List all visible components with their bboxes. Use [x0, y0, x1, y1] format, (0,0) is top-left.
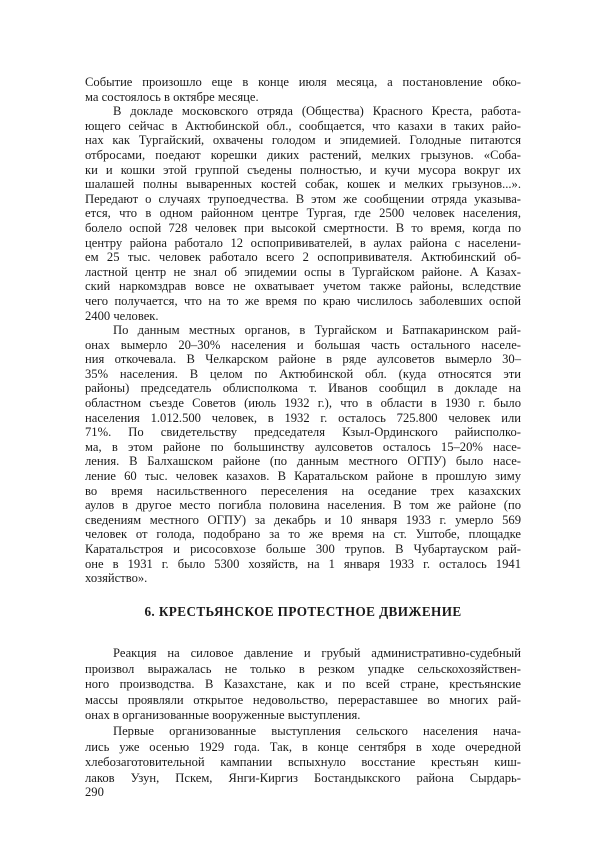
- text-line: ки и кошки этой группой съедены полностью, и кучи мусора вокруг их: [85, 162, 521, 177]
- text-line: 2400 человек.: [85, 308, 159, 323]
- text-line: областном съезде Советов (июль 1932 г.), что в области в 1930 г. было: [85, 396, 521, 411]
- text-line: онах вымерло 20–30% населения и большая часть остального населе-: [85, 337, 521, 352]
- section-heading: 6. КРЕСТЬЯНСКОЕ ПРОТЕСТНОЕ ДВИЖЕНИЕ: [144, 604, 462, 619]
- text-line: ский наркомздрав вовсе не охватывает учетом также районы, вследствие: [85, 279, 521, 294]
- paragraph: [85, 104, 521, 323]
- text-line: лись уже осенью 1929 года. Так, в конце сентября в ходе очередной: [85, 739, 521, 754]
- text-line: сведениям местного ОГПУ) за декабрь и 10 января 1933 г. умерло 569: [85, 512, 521, 527]
- text-line: Событие произошло еще в конце июля месяца, а постановление обко-: [85, 75, 521, 89]
- paragraph: [85, 724, 521, 786]
- text-line: Передают о случаях трупоедчества. В этом же сообщении отряда указыва-: [85, 191, 521, 206]
- paragraph: [85, 75, 521, 104]
- text-line: шалашей полны вываренных костей собак, кошек и мелких грызунов...».: [85, 177, 521, 192]
- text-line: ния откочевала. В Челкарском районе в ряде аулсоветов вымерло 30–: [85, 352, 521, 367]
- text-line: чего получается, что на то же время по краю числилось заболевших оспой: [85, 293, 521, 308]
- text-line: районы) председатель облисполкома т. Иванов сообщил в докладе на: [85, 381, 521, 396]
- text-line: По данным местных органов, в Тургайском и Батпакаринском рай-: [113, 323, 521, 338]
- text-line: ется, что в одном районном центре Тургая, где 2500 человек населения,: [85, 206, 521, 221]
- text-line: ластной центр не знал об эпидемии оспы в Тургайском районе. А Казах-: [85, 264, 521, 279]
- text-line: человек от голода, подобрано за то же время на ст. Уштобе, площадке: [85, 527, 521, 542]
- page-number: 290: [85, 785, 104, 799]
- text-line: хозяйство».: [85, 571, 148, 586]
- text-line: онах в организованные вооруженные выступления.: [85, 708, 361, 723]
- text-line: 71%. По свидетельству председателя Кзыл-Ординского райисполко-: [85, 425, 521, 440]
- text-line: 35% населения. В целом по Актюбинской обл. (куда относятся эти: [85, 366, 521, 381]
- text-line: ма, в этом районе по большинству аулсоветов осталось 15–20% насе-: [85, 439, 521, 454]
- paragraph: [85, 646, 521, 724]
- text-line: населения 1.012.500 человек, в 1932 г. осталось 725.800 человек или: [85, 410, 521, 425]
- body-text-top: [85, 75, 521, 586]
- text-line: хлебозаготовительной кампании вспыхнуло восстание крестьян киш-: [85, 755, 521, 770]
- text-line: оне в 1931 г. было 5300 хозяйств, на 1 января 1933 г. осталось 1941: [85, 556, 521, 571]
- body-text-bottom: [85, 646, 521, 786]
- text-line: ного производства. В Казахстане, как и по всей стране, крестьянские: [85, 677, 521, 692]
- text-line: ление 60 тыс. человек казахов. В Каратальском районе в прошлую зиму: [85, 469, 521, 484]
- text-line: Каратальстроя и рисосовхозе больше 300 трупов. В Чубартауском рай-: [85, 542, 521, 556]
- text-line: ем 25 тыс. человек работало всего 2 оспопрививателя. Актюбинский об-: [85, 250, 521, 265]
- text-line: Реакция на силовое давление и грубый административно-судебный: [113, 646, 521, 660]
- text-line: центру района работало 12 оспопрививателей, в аулах района с населени-: [85, 235, 521, 250]
- paragraph: [85, 323, 521, 586]
- text-line: Первые организованные выступления сельского населения нача-: [113, 723, 521, 738]
- text-line: массы проявляли открытое недовольство, перераставшее во многих рай-: [85, 692, 521, 707]
- text-line: В докладе московского отряда (Общества) Красного Креста, работа-: [113, 104, 521, 119]
- text-line: произвол выражалась не только в резком упадке сельскохозяйствен-: [85, 661, 521, 676]
- text-line: во время насильственного переселения на оседание трех казахских: [85, 483, 521, 498]
- text-line: ма состоялось в октябре месяце.: [85, 89, 259, 104]
- text-line: нах как Тургайский, охвачены голодом и эпидемией. Голодные питаются: [85, 133, 521, 148]
- text-line: лаков Узун, Пскем, Янги-Киргиз Бостандыкского района Сырдарь-: [85, 770, 521, 785]
- text-line: ления. В Балхашском районе (по данным местного ОГПУ) было насе-: [85, 454, 521, 469]
- text-line: отбросами, поедают корешки диких растений, мелких грызунов. «Соба-: [85, 147, 521, 162]
- text-line: аулов в другое место погибла половина населения. В том же районе (по: [85, 498, 521, 513]
- text-line: болело оспой 728 человек при высокой смертности. В то время, когда по: [85, 220, 521, 235]
- text-line: ющего сейчас в Актюбинской обл., сообщается, что казахи в таких райо-: [85, 118, 521, 133]
